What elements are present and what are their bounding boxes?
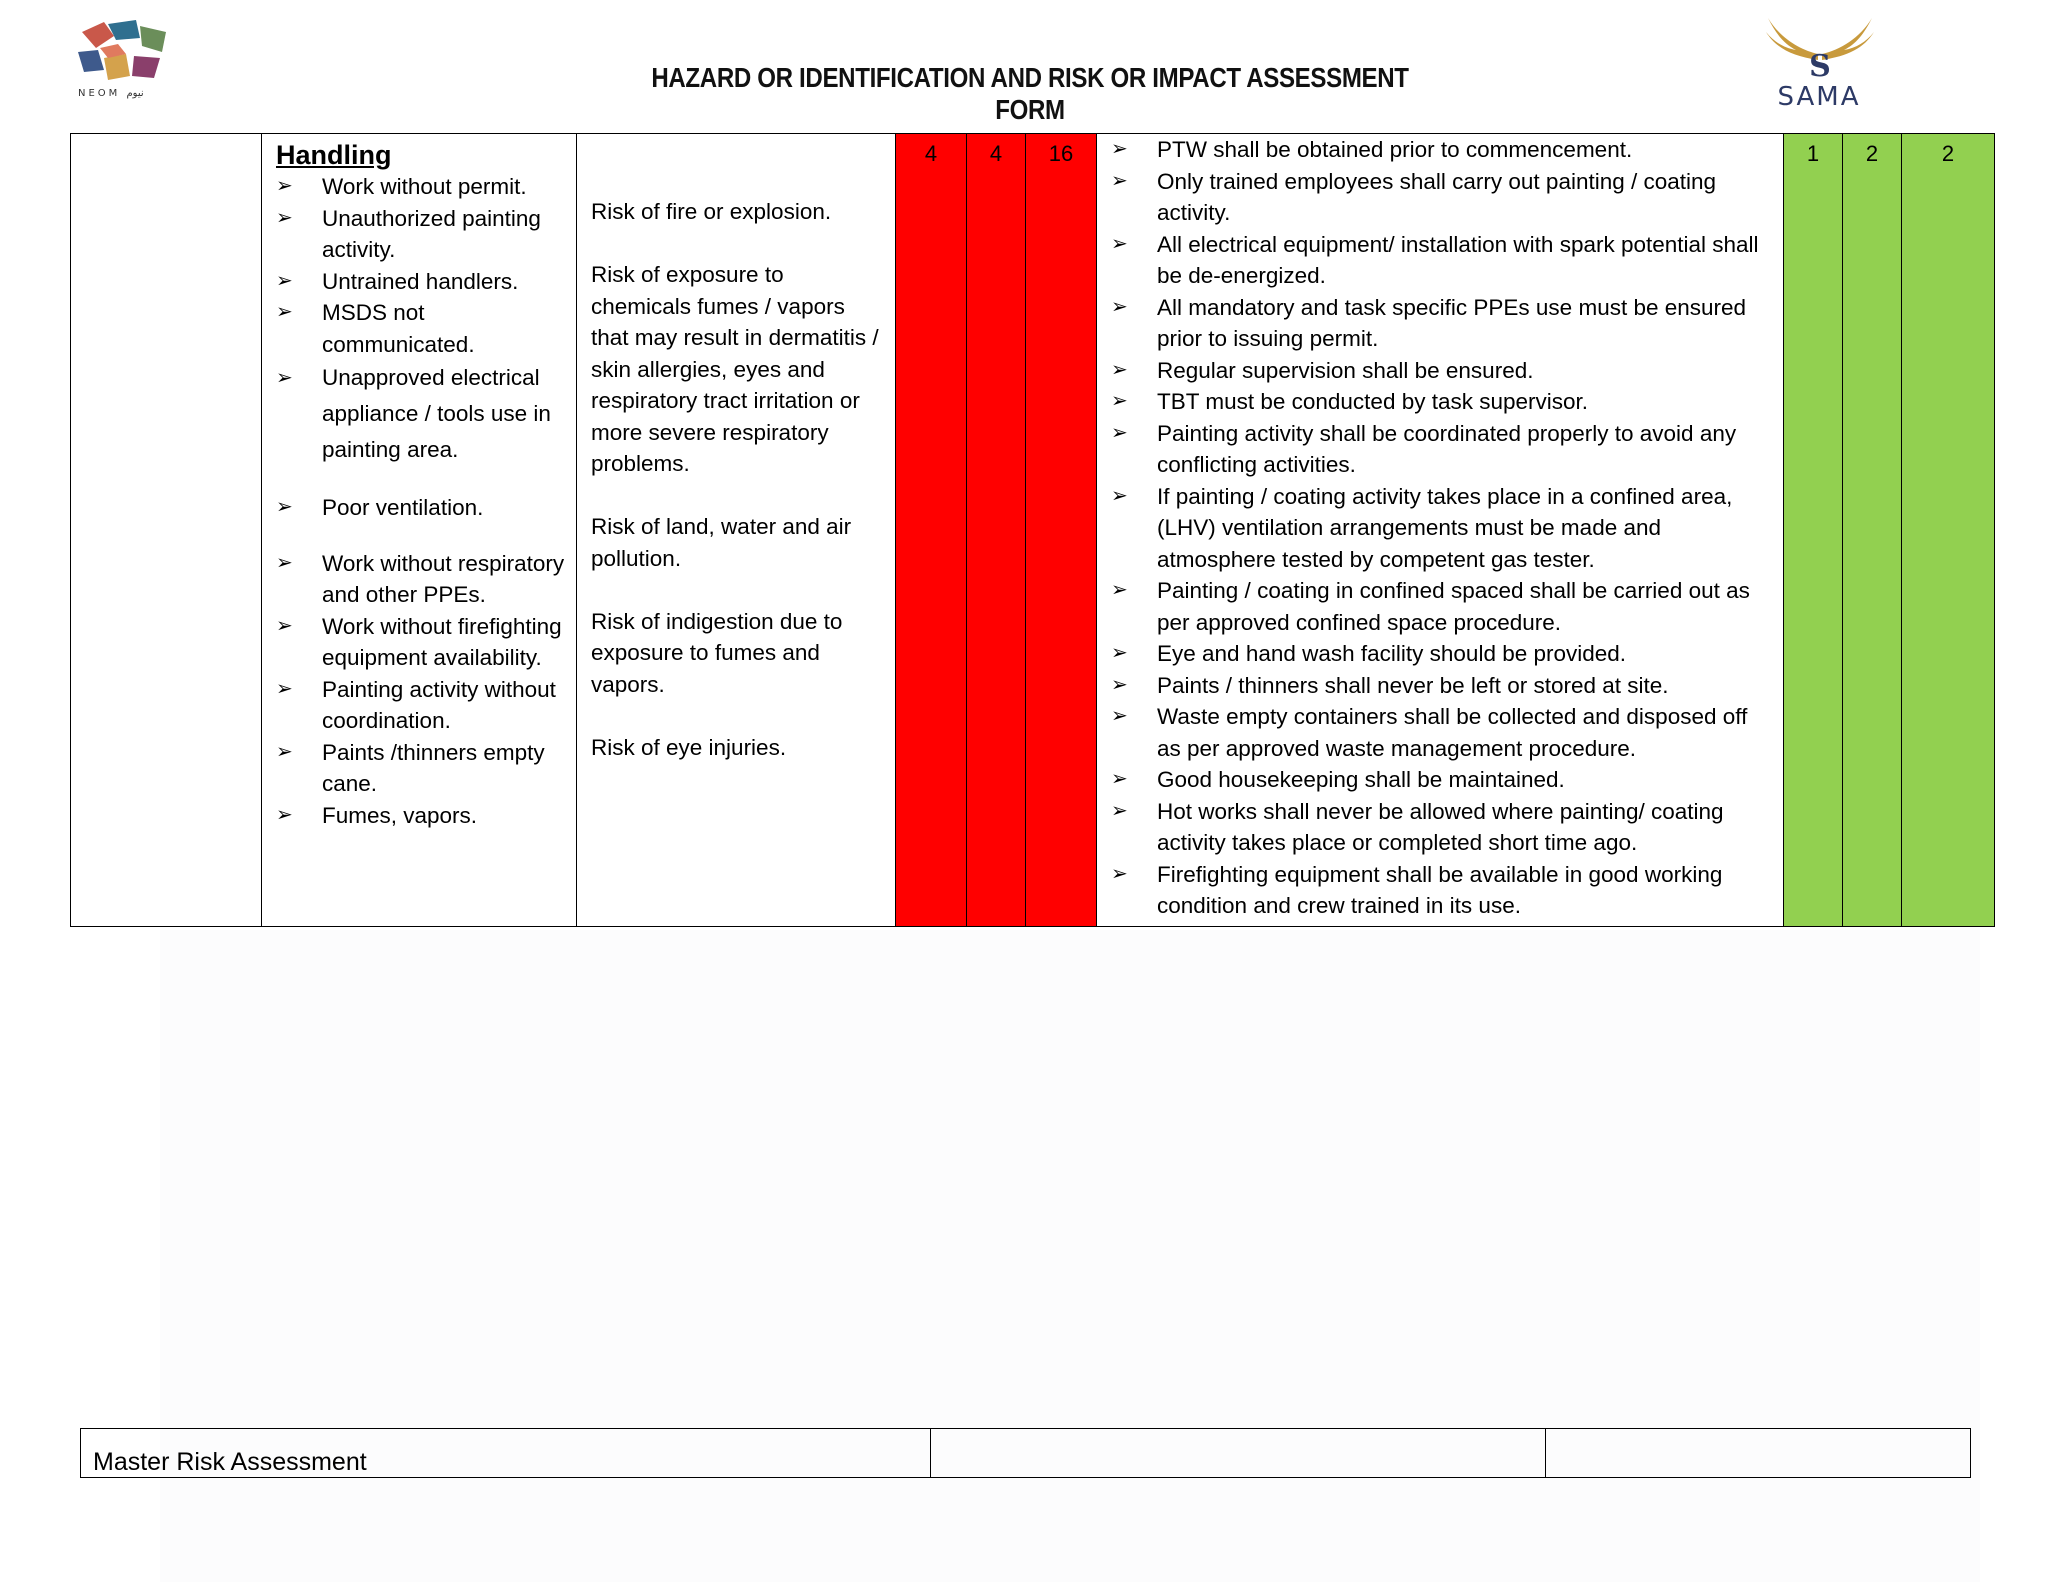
list-item bbox=[1097, 418, 1783, 481]
arrow-bullet-icon: ➢ bbox=[276, 551, 293, 574]
page-background bbox=[160, 930, 1980, 1582]
residual-likelihood-cell bbox=[1784, 134, 1843, 927]
risk-cell bbox=[577, 134, 896, 927]
footer-label: Master Risk Assessment bbox=[93, 1448, 367, 1476]
risk-assessment-table bbox=[70, 133, 1995, 927]
control-text: Hot works shall never be allowed where painting/ coating activity takes place or completed short time ago. bbox=[1157, 798, 1724, 855]
hazard-text: Fumes, vapors. bbox=[322, 802, 478, 828]
hazard-text: Untrained handlers. bbox=[322, 268, 519, 294]
control-text: Eye and hand wash facility should be provided. bbox=[1157, 641, 1627, 666]
neom-logo-mark bbox=[74, 18, 174, 84]
control-text: Painting activity shall be coordinated properly to avoid any conflicting activities. bbox=[1157, 420, 1737, 477]
hazard-text: Painting activity without coordination. bbox=[322, 676, 556, 733]
arrow-bullet-icon: ➢ bbox=[276, 740, 293, 763]
residual-score-cell bbox=[1902, 134, 1995, 927]
arrow-bullet-icon: ➢ bbox=[1111, 642, 1128, 664]
arrow-bullet-icon: ➢ bbox=[1111, 390, 1128, 412]
sama-wings-mark bbox=[1740, 14, 1900, 84]
sama-logo bbox=[1740, 14, 1900, 110]
residual-likelihood-value: 1 bbox=[1806, 141, 1820, 166]
arrow-bullet-icon: ➢ bbox=[1111, 484, 1128, 507]
list-item bbox=[1097, 481, 1783, 576]
list-item bbox=[262, 800, 576, 832]
arrow-bullet-icon: ➢ bbox=[1111, 673, 1128, 696]
list-item bbox=[262, 171, 576, 203]
hazard-text: Unauthorized painting activity. bbox=[322, 205, 541, 262]
arrow-bullet-icon: ➢ bbox=[276, 677, 293, 700]
initial-severity-cell bbox=[967, 134, 1026, 927]
list-item bbox=[262, 674, 576, 737]
risk-text: Risk of exposure to chemicals fumes / vapors that may result in dermatitis / skin allergies, eyes and respiratory tract irritation or more severe respiratory problems. bbox=[591, 262, 879, 476]
hazard-text: Work without respiratory and other PPEs. bbox=[322, 550, 565, 607]
control-measures-cell bbox=[1097, 134, 1784, 927]
control-text: TBT must be conducted by task supervisor. bbox=[1157, 389, 1589, 414]
list-item bbox=[262, 737, 576, 800]
arrow-bullet-icon: ➢ bbox=[1111, 705, 1128, 727]
hazard-text: Poor ventilation. bbox=[322, 495, 484, 520]
neom-logo-caption: NEOM نيوم bbox=[78, 88, 144, 99]
document-footer bbox=[80, 1428, 1971, 1478]
hazard-text: MSDS not communicated. bbox=[322, 300, 475, 357]
list-item bbox=[1097, 764, 1783, 796]
list-item bbox=[1097, 575, 1783, 638]
list-item bbox=[1097, 229, 1783, 292]
hazard-text: Work without firefighting equipment availability. bbox=[322, 613, 562, 670]
list-item bbox=[1097, 670, 1783, 702]
initial-score-value: 16 bbox=[1048, 141, 1074, 166]
list-item bbox=[262, 297, 576, 360]
arrow-bullet-icon: ➢ bbox=[276, 269, 293, 292]
control-text: Only trained employees shall carry out painting / coating activity. bbox=[1157, 168, 1717, 225]
control-text: If painting / coating activity takes place in a confined area, (LHV) ventilation arrangements must be made and atmosphere tested by competent gas tester. bbox=[1157, 483, 1733, 572]
list-item bbox=[1097, 796, 1783, 859]
list-item bbox=[262, 360, 576, 468]
arrow-bullet-icon: ➢ bbox=[276, 206, 293, 229]
arrow-bullet-icon: ➢ bbox=[276, 175, 293, 197]
hazard-heading: Handling bbox=[276, 140, 392, 170]
hazard-cell bbox=[262, 134, 577, 927]
control-text: Waste empty containers shall be collected and disposed off as per approved waste management procedure. bbox=[1157, 704, 1748, 761]
hazard-list bbox=[262, 171, 576, 831]
risk-list bbox=[577, 134, 895, 763]
table-row bbox=[71, 134, 1995, 927]
hazard-text: Work without permit. bbox=[322, 174, 527, 199]
arrow-bullet-icon: ➢ bbox=[1111, 421, 1128, 444]
list-item bbox=[1097, 166, 1783, 229]
initial-likelihood-value: 4 bbox=[924, 141, 938, 166]
control-text: All electrical equipment/ installation with spark potential shall be de-energized. bbox=[1157, 231, 1759, 288]
neom-logo bbox=[74, 18, 184, 108]
control-list bbox=[1097, 134, 1783, 922]
arrow-bullet-icon: ➢ bbox=[1111, 579, 1128, 601]
control-text: Paints / thinners shall never be left or stored at site. bbox=[1157, 672, 1669, 698]
footer-row bbox=[81, 1429, 1971, 1478]
control-text: Painting / coating in confined spaced shall be carried out as per approved confined space procedure. bbox=[1157, 578, 1750, 635]
arrow-bullet-icon: ➢ bbox=[1111, 295, 1128, 318]
risk-text: Risk of fire or explosion. bbox=[591, 199, 832, 224]
sama-logo-text: SAMA bbox=[1777, 82, 1861, 112]
residual-severity-value: 2 bbox=[1865, 141, 1879, 166]
list-item bbox=[262, 203, 576, 266]
list-item bbox=[1097, 386, 1783, 418]
initial-likelihood-cell bbox=[896, 134, 967, 927]
arrow-bullet-icon: ➢ bbox=[1111, 232, 1128, 255]
list-item bbox=[262, 548, 576, 611]
residual-score-value: 2 bbox=[1941, 141, 1955, 166]
residual-severity-cell bbox=[1843, 134, 1902, 927]
arrow-bullet-icon: ➢ bbox=[276, 803, 293, 826]
arrow-bullet-icon: ➢ bbox=[276, 367, 293, 389]
svg-text:S: S bbox=[1809, 49, 1831, 84]
arrow-bullet-icon: ➢ bbox=[276, 614, 293, 637]
hazard-text: Paints /thinners empty cane. bbox=[322, 739, 545, 796]
hazard-text: Unapproved electrical appliance / tools use in painting area. bbox=[322, 365, 551, 462]
control-text: PTW shall be obtained prior to commencement. bbox=[1157, 137, 1633, 162]
arrow-bullet-icon: ➢ bbox=[276, 301, 293, 323]
risk-text: Risk of eye injuries. bbox=[591, 734, 787, 760]
arrow-bullet-icon: ➢ bbox=[1111, 138, 1128, 160]
list-item bbox=[262, 266, 576, 298]
list-item bbox=[262, 492, 576, 524]
form-title: HAZARD OR IDENTIFICATION AND RISK OR IMPACT ASSESSMENT FORM bbox=[651, 62, 1409, 125]
activity-cell bbox=[71, 134, 262, 927]
list-item bbox=[1097, 292, 1783, 355]
risk-text: Risk of indigestion due to exposure to fumes and vapors. bbox=[591, 608, 843, 697]
initial-severity-value: 4 bbox=[989, 141, 1003, 166]
list-item bbox=[1097, 638, 1783, 670]
control-text: Firefighting equipment shall be available in good working condition and crew trained in its use. bbox=[1157, 861, 1723, 918]
arrow-bullet-icon: ➢ bbox=[1111, 358, 1128, 381]
list-item bbox=[1097, 859, 1783, 922]
risk-text: Risk of land, water and air pollution. bbox=[591, 514, 852, 571]
control-text: Regular supervision shall be ensured. bbox=[1157, 357, 1534, 383]
control-text: All mandatory and task specific PPEs use must be ensured prior to issuing permit. bbox=[1157, 294, 1747, 351]
footer-title-cell bbox=[81, 1429, 931, 1478]
list-item bbox=[1097, 355, 1783, 387]
arrow-bullet-icon: ➢ bbox=[1111, 862, 1128, 885]
list-item bbox=[1097, 701, 1783, 764]
list-item bbox=[1097, 134, 1783, 166]
footer-right-cell bbox=[1546, 1429, 1971, 1478]
control-text: Good housekeeping shall be maintained. bbox=[1157, 767, 1565, 792]
initial-score-cell bbox=[1026, 134, 1097, 927]
arrow-bullet-icon: ➢ bbox=[1111, 169, 1128, 192]
list-item bbox=[262, 611, 576, 674]
arrow-bullet-icon: ➢ bbox=[1111, 768, 1128, 790]
arrow-bullet-icon: ➢ bbox=[276, 496, 293, 518]
arrow-bullet-icon: ➢ bbox=[1111, 799, 1128, 822]
footer-middle-cell bbox=[931, 1429, 1546, 1478]
